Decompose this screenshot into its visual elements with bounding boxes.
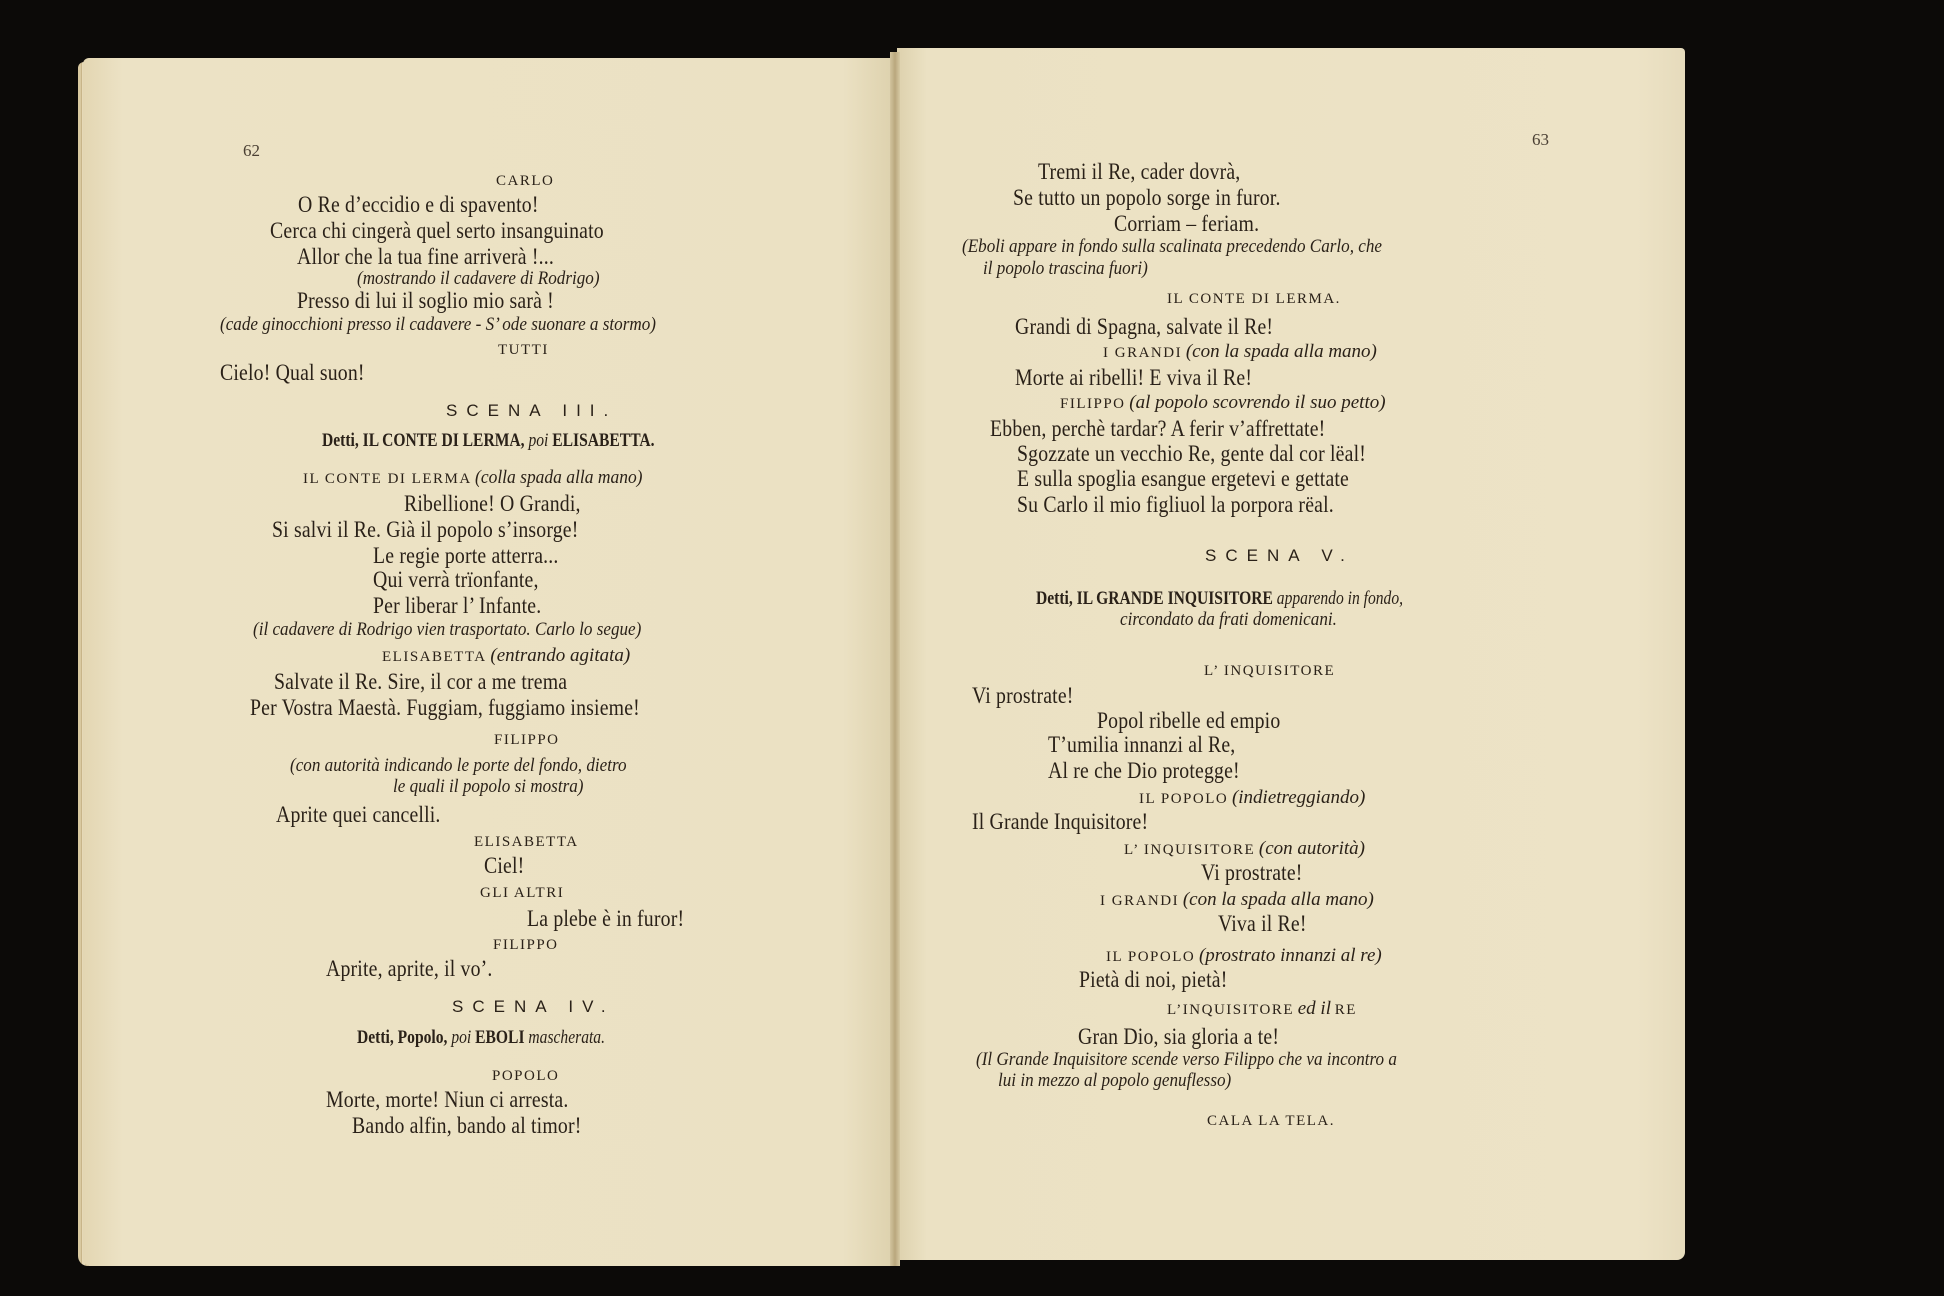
speaker-label: FILIPPO bbox=[493, 937, 559, 953]
verse-line: Corriam – feriam. bbox=[1114, 211, 1260, 236]
speaker-with-direction bbox=[1060, 393, 1386, 412]
book-gutter bbox=[890, 52, 900, 1266]
verse-line: Il Grande Inquisitore! bbox=[972, 809, 1149, 834]
verse-line: Le regie porte atterra... bbox=[373, 543, 559, 568]
heading-text: Detti, IL CONTE DI LERMA, bbox=[322, 430, 525, 451]
speaker-label: GLI ALTRI bbox=[480, 885, 565, 901]
stage-direction: (con la spada alla mano) bbox=[1182, 889, 1374, 910]
heading-tail: ELISABETTA. bbox=[552, 430, 655, 451]
speaker-label: IL POPOLO bbox=[1106, 949, 1196, 965]
stage-direction: (mostrando il cadavere di Rodrigo) bbox=[357, 268, 600, 289]
verse-line: E sulla spoglia esangue ergetevi e gettate bbox=[1017, 466, 1350, 491]
verse-line: Se tutto un popolo sorge in furor. bbox=[1013, 185, 1281, 210]
verse-line: Morte, morte! Niun ci arresta. bbox=[326, 1087, 569, 1112]
verse-line: Allor che la tua fine arriverà !... bbox=[297, 244, 554, 269]
verse-line: Bando alfin, bando al timor! bbox=[352, 1113, 582, 1138]
verse-line: T’umilia innanzi al Re, bbox=[1048, 732, 1236, 757]
verse-line: O Re d’eccidio e di spavento! bbox=[298, 192, 539, 217]
stage-direction: lui in mezzo al popolo genuflesso) bbox=[998, 1070, 1232, 1091]
heading-italic: poi bbox=[451, 1027, 472, 1048]
scene-heading: SCENA IV. bbox=[452, 997, 615, 1016]
speaker-label: I GRANDI bbox=[1103, 345, 1183, 361]
speaker-italic: ed il bbox=[1297, 998, 1331, 1019]
verse-line: Qui verrà trïonfante, bbox=[373, 567, 539, 592]
verse-line: Presso di lui il soglio mio sarà ! bbox=[297, 288, 554, 313]
speaker-label: L’ INQUISITORE bbox=[1204, 663, 1336, 679]
verse-line: Pietà di noi, pietà! bbox=[1079, 967, 1228, 992]
speaker-with-direction bbox=[1124, 839, 1365, 858]
verse-line: Aprite, aprite, il vo’. bbox=[326, 956, 493, 981]
speaker-label: TUTTI bbox=[498, 342, 549, 358]
verse-line: Viva il Re! bbox=[1218, 911, 1307, 936]
speaker-label: IL CONTE DI LERMA bbox=[303, 471, 472, 487]
verse-line: Vi prostrate! bbox=[1201, 860, 1303, 885]
scene-characters bbox=[322, 431, 655, 450]
speaker-label: L’INQUISITORE bbox=[1167, 1002, 1294, 1018]
verse-line: La plebe è in furor! bbox=[527, 906, 685, 931]
stage-direction: (cade ginocchioni presso il cadavere - S’ ode suonare a stormo) bbox=[220, 314, 656, 335]
verse-line: Ribellione! O Grandi, bbox=[404, 491, 581, 516]
speaker-with-direction bbox=[1106, 946, 1382, 965]
verse-line: Vi prostrate! bbox=[972, 683, 1074, 708]
closing-direction: CALA LA TELA. bbox=[1207, 1113, 1335, 1129]
stage-direction: (al popolo scovrendo il suo petto) bbox=[1129, 392, 1386, 413]
verse-line: Popol ribelle ed empio bbox=[1097, 708, 1281, 733]
heading-italic: poi bbox=[528, 430, 549, 451]
stage-direction: il popolo trascina fuori) bbox=[983, 258, 1148, 279]
verse-line: Grandi di Spagna, salvate il Re! bbox=[1015, 314, 1274, 339]
stage-direction: circondato da frati domenicani. bbox=[1120, 609, 1337, 630]
heading-italic: mascherata. bbox=[528, 1027, 605, 1048]
page-number-left: 62 bbox=[243, 141, 260, 160]
speaker-label: CARLO bbox=[496, 173, 555, 189]
speaker-label: ELISABETTA bbox=[474, 834, 579, 850]
stage-direction: (colla spada alla mano) bbox=[475, 467, 643, 488]
stage-direction: (con la spada alla mano) bbox=[1185, 341, 1377, 362]
stage-direction: (il cadavere di Rodrigo vien trasportato. Carlo lo segue) bbox=[253, 619, 642, 640]
scene-heading: SCENA V. bbox=[1205, 546, 1354, 565]
speaker-label: FILIPPO bbox=[494, 732, 560, 748]
page-number-right: 63 bbox=[1532, 130, 1549, 149]
verse-line: Cerca chi cingerà quel serto insanguinato bbox=[270, 218, 604, 243]
scene-characters bbox=[1036, 589, 1403, 608]
scene-characters bbox=[357, 1028, 605, 1047]
stage-direction: (Eboli appare in fondo sulla scalinata precedendo Carlo, che bbox=[962, 236, 1383, 257]
speaker-label: IL CONTE DI LERMA. bbox=[1167, 291, 1341, 307]
verse-line: Gran Dio, sia gloria a te! bbox=[1078, 1024, 1280, 1049]
speaker-with-direction bbox=[1103, 342, 1377, 361]
verse-line: Su Carlo il mio figliuol la porpora rëal. bbox=[1017, 492, 1334, 517]
stage-direction: (prostrato innanzi al re) bbox=[1198, 945, 1382, 966]
speaker-with-direction bbox=[1139, 788, 1365, 807]
stage-direction: (indietreggiando) bbox=[1231, 787, 1366, 808]
verse-line: Tremi il Re, cader dovrà, bbox=[1038, 159, 1241, 184]
stage-direction: (con autorità) bbox=[1258, 838, 1365, 859]
verse-line: Ciel! bbox=[484, 853, 525, 878]
speaker-with-direction bbox=[1100, 890, 1374, 909]
speaker-label: ELISABETTA bbox=[382, 649, 487, 665]
speaker-with-direction bbox=[303, 468, 658, 487]
verse-line: Al re che Dio protegge! bbox=[1048, 758, 1240, 783]
verse-line: Per Vostra Maestà. Fuggiam, fuggiamo insieme! bbox=[250, 695, 640, 720]
verse-line: Salvate il Re. Sire, il cor a me trema bbox=[274, 669, 568, 694]
verse-line: Sgozzate un vecchio Re, gente dal cor lëal! bbox=[1017, 441, 1366, 466]
heading-italic: apparendo in fondo, bbox=[1276, 588, 1404, 609]
stage-direction: (Il Grande Inquisitore scende verso Filippo che va incontro a bbox=[976, 1049, 1397, 1070]
speaker-label: RE bbox=[1334, 1002, 1357, 1018]
stage-direction: (con autorità indicando le porte del fondo, dietro bbox=[290, 755, 627, 776]
speaker-mixed bbox=[1167, 999, 1357, 1018]
heading-text: Detti, Popolo, bbox=[357, 1027, 448, 1048]
speaker-label: POPOLO bbox=[492, 1068, 560, 1084]
scene-heading: SCENA III. bbox=[446, 401, 618, 420]
speaker-label: I GRANDI bbox=[1100, 893, 1180, 909]
verse-line: Morte ai ribelli! E viva il Re! bbox=[1015, 365, 1253, 390]
verse-line: Cielo! Qual suon! bbox=[220, 360, 365, 385]
verse-line: Per liberar l’ Infante. bbox=[373, 593, 542, 618]
verse-line: Si salvi il Re. Già il popolo s’insorge! bbox=[272, 517, 579, 542]
verse-line: Aprite quei cancelli. bbox=[276, 802, 441, 827]
speaker-label: IL POPOLO bbox=[1139, 791, 1229, 807]
heading-text: Detti, IL GRANDE INQUISITORE bbox=[1036, 588, 1273, 609]
speaker-label: FILIPPO bbox=[1060, 396, 1126, 412]
heading-tail: EBOLI bbox=[475, 1027, 525, 1048]
stage-direction: (entrando agitata) bbox=[490, 645, 631, 666]
stage-direction: le quali il popolo si mostra) bbox=[393, 776, 584, 797]
speaker-with-direction bbox=[382, 646, 630, 665]
speaker-label: L’ INQUISITORE bbox=[1124, 842, 1256, 858]
verse-line: Ebben, perchè tardar? A ferir v’affrettate! bbox=[990, 416, 1326, 441]
